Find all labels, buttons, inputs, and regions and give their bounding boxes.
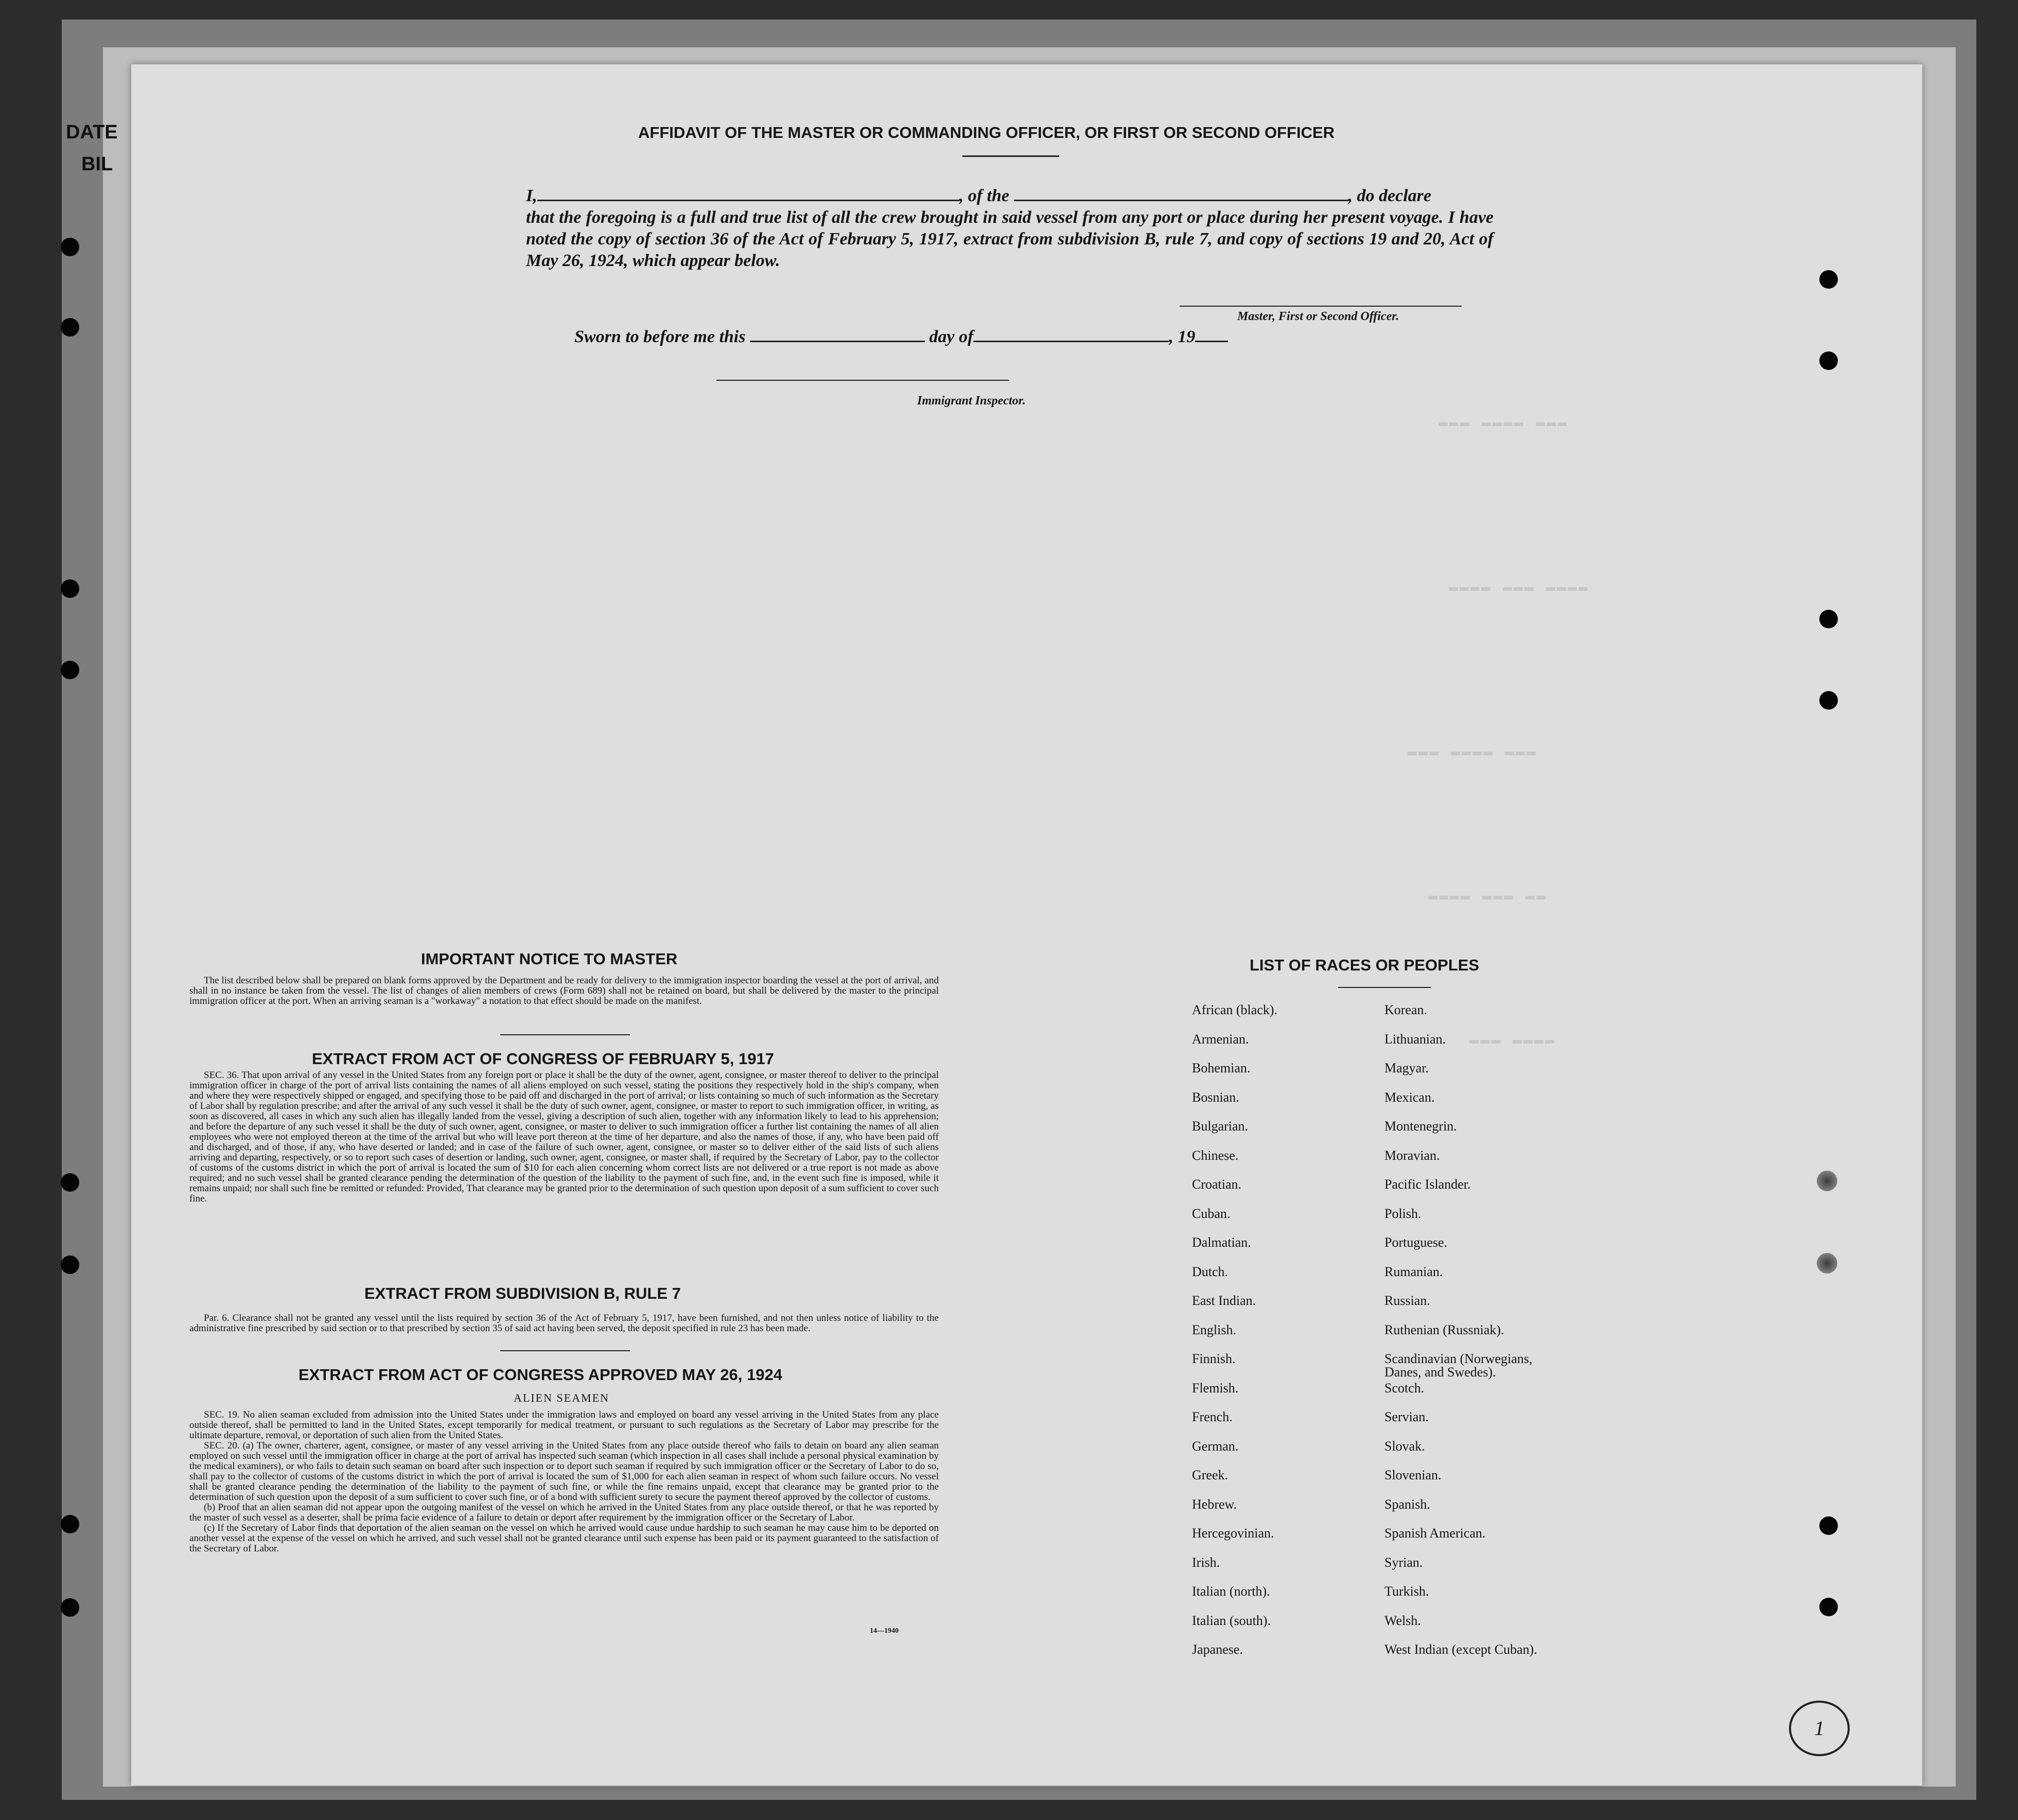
race-item: Moravian. <box>1384 1147 1440 1163</box>
race-item: English. <box>1192 1322 1236 1337</box>
punch-hole-icon <box>61 318 79 337</box>
punch-hole-icon <box>1817 1253 1837 1274</box>
punch-hole-icon <box>61 661 79 679</box>
race-item: Slovak. <box>1384 1438 1425 1454</box>
section-rule <box>500 1034 630 1035</box>
race-item: Dalmatian. <box>1192 1235 1251 1250</box>
label-sworn: Sworn to before me this <box>574 327 746 346</box>
race-item: Polish. <box>1384 1206 1422 1221</box>
punch-hole-icon <box>1819 691 1838 710</box>
punch-hole-icon <box>1819 610 1838 628</box>
sec20c-paragraph: (c) If the Secretary of Labor finds that deportation of the alien seaman on the vessel on which he arrived would cause undue hardship to such seaman he may cause him to be deported on another vessel at the expense of the vessel on which he arrived, and such vessel shall not be granted clearance until such expense has been paid or its payment guaranteed to the satisfaction of the Secretary of Labor. <box>189 1523 939 1554</box>
bleed-through-mark: ▬▬▬▬ ▬▬▬ ▬▬▬▬ <box>1449 579 1590 596</box>
race-item: Welsh. <box>1384 1613 1421 1628</box>
race-item: Finnish. <box>1192 1351 1236 1366</box>
bleed-through-mark: ▬▬▬ ▬▬▬▬ <box>1469 1032 1556 1049</box>
race-item: Irish. <box>1192 1554 1220 1570</box>
label-year: , 19 <box>1169 327 1196 346</box>
race-item: Chinese. <box>1192 1147 1239 1163</box>
sec20a-paragraph: SEC. 20. (a) The owner, charterer, agent, consignee, or master of any vessel arriving in the United States from any place outside thereof who fails to detain on board any alien seaman employed on such vessel until the immigration officer in charge at the port of arrival has inspected such seaman (which inspection in all cases shall include a personal physical examination by the medical examiners), or who fails to detain such seaman on board after such inspection or to deport such seaman if required by such immigration officer or the Secretary of Labor to do so, shall pay to the collector of customs of the customs district in which the port of arrival is located the sum of $1,000 for each alien seaman in respect of whom such failure occurs. No vessel shall be granted clearance pending the determination of the liability to the payment of such fine, or while the fine remains unpaid, except that clearance may be granted prior to the determination of such question upon the deposit of a sum sufficient to cover such fine, or of a bond with sufficient surety to secure the payment thereof approved by the collector of customs. <box>189 1440 939 1503</box>
inspector-signature-line[interactable] <box>716 380 1009 381</box>
race-item: Scotch. <box>1384 1380 1425 1395</box>
form-number: 14—1940 <box>870 1627 899 1635</box>
label-of-the: , of the <box>959 186 1010 205</box>
race-item: Hebrew. <box>1192 1496 1237 1512</box>
extract-rule7-paragraph: Par. 6. Clearance shall not be granted any vessel until the lists required by section 36 of the Act of February 5, 1917, have been furnished, and not then unless notice of liability to the administrative fine prescribed by said section or to that prescribed by section 35 of said act having been served, the deposit specified in rule 23 has been made. <box>189 1313 939 1334</box>
race-item: Ruthenian (Russniak). <box>1384 1322 1504 1337</box>
race-item: Montenegrin. <box>1384 1119 1457 1134</box>
race-item: Italian (south). <box>1192 1613 1271 1628</box>
sworn-year-field[interactable] <box>1195 341 1228 342</box>
extract-1917-text <box>189 1070 939 1204</box>
punch-hole-icon <box>1819 1598 1838 1616</box>
label-do-declare: , do declare <box>1348 186 1431 205</box>
race-item: French. <box>1192 1409 1233 1424</box>
notice-paragraph: The list described below shall be prepared on blank forms approved by the Department and be ready for delivery to the immigration inspector boarding the vessel at the port of arrival, and shall in no instance be taken from the vessel. The list of changes of alien members of crews (Form 689) shall not be retained on board, but shall be delivered by the master to the principal immigration officer at the port. When an arriving seaman is a "workaway" a notation to that effect should be made on the manifest. <box>189 975 939 1006</box>
race-item: Croatian. <box>1192 1177 1242 1192</box>
extract-1917-title: EXTRACT FROM ACT OF CONGRESS OF FEBRUARY 5, 1917 <box>312 1050 774 1068</box>
race-item: Dutch. <box>1192 1264 1229 1279</box>
race-item: Cuban. <box>1192 1206 1231 1221</box>
race-item: Scandinavian (Norwegians, Danes, and Swedes). <box>1384 1351 1533 1380</box>
race-item: Turkish. <box>1384 1584 1429 1599</box>
vessel-name-field[interactable] <box>1014 200 1348 201</box>
affidavit-statement: that the foregoing is a full and true list of all the crew brought in said vessel from any port or place during her present voyage. I have noted the copy of section 36 of the Act of February 5, 1917, extract from subdivision B, rule 7, and copy of sections 19 and 20, Act of May 26, 1924, which appear below. <box>526 208 1494 270</box>
section-rule <box>500 1350 630 1351</box>
race-item: Slovenian. <box>1384 1468 1442 1482</box>
race-item: Korean. <box>1384 1002 1428 1017</box>
race-item: Flemish. <box>1192 1380 1239 1395</box>
punch-hole-icon <box>61 579 79 598</box>
punch-hole-icon <box>1819 1516 1838 1535</box>
master-signature-line[interactable] <box>1180 306 1462 307</box>
inspector-signature-label: Immigrant Inspector. <box>917 394 1026 408</box>
notice-title: IMPORTANT NOTICE TO MASTER <box>421 950 678 968</box>
race-item: Syrian. <box>1384 1554 1423 1570</box>
side-tab-date: DATE <box>66 121 118 143</box>
extract-1924-title: EXTRACT FROM ACT OF CONGRESS APPROVED MAY 26, 1924 <box>299 1366 782 1384</box>
punch-hole-icon <box>61 1256 79 1274</box>
extract-1924-text <box>189 1410 939 1554</box>
race-item: Bosnian. <box>1192 1089 1239 1105</box>
extract-rule7-text <box>189 1313 939 1334</box>
punch-hole-icon <box>61 238 79 256</box>
affidavit-title: AFFIDAVIT OF THE MASTER OR COMMANDING OFFICER, OR FIRST OR SECOND OFFICER <box>638 123 1335 142</box>
race-item: Magyar. <box>1384 1061 1429 1075</box>
page-number <box>1789 1701 1850 1756</box>
notice-text <box>189 976 939 1006</box>
race-item: German. <box>1192 1438 1239 1454</box>
races-title: LIST OF RACES OR PEOPLES <box>1250 956 1480 974</box>
sworn-month-field[interactable] <box>973 341 1169 342</box>
race-item: African (black). <box>1192 1002 1278 1017</box>
race-item: Portuguese. <box>1384 1235 1448 1250</box>
race-item: Mexican. <box>1384 1089 1435 1105</box>
race-item: Hercegovinian. <box>1192 1526 1274 1541</box>
race-item: Russian. <box>1384 1293 1430 1308</box>
extract-rule7-title: EXTRACT FROM SUBDIVISION B, RULE 7 <box>364 1284 681 1302</box>
punch-hole-icon <box>61 1515 79 1533</box>
punch-hole-icon <box>1819 351 1838 370</box>
race-item: Bohemian. <box>1192 1061 1251 1075</box>
alien-seamen-subtitle: ALIEN SEAMEN <box>514 1391 609 1404</box>
race-item: Greek. <box>1192 1468 1229 1482</box>
label-i: I, <box>526 186 537 205</box>
master-name-field[interactable] <box>537 200 959 201</box>
master-signature-label: Master, First or Second Officer. <box>1237 310 1399 323</box>
races-rule <box>1338 987 1431 988</box>
race-item: Armenian. <box>1192 1031 1249 1047</box>
race-item: East Indian. <box>1192 1293 1256 1308</box>
race-item: Spanish. <box>1384 1496 1430 1512</box>
affidavit-declaration-line <box>526 185 1494 207</box>
page-number-text: 1 <box>1814 1717 1824 1740</box>
bleed-through-mark: ▬▬▬ ▬▬▬▬ ▬▬▬ <box>1408 744 1538 761</box>
race-item: Italian (north). <box>1192 1584 1270 1599</box>
race-item: Lithuanian. <box>1384 1031 1446 1047</box>
race-item: Spanish American. <box>1384 1526 1486 1541</box>
sworn-line <box>574 326 1295 348</box>
bleed-through-mark: ▬▬▬▬ ▬▬▬ ▬▬ <box>1428 888 1548 905</box>
race-item: Japanese. <box>1192 1642 1243 1657</box>
punch-hole-icon <box>61 1598 79 1617</box>
side-tab-bil: BIL <box>81 153 113 175</box>
sec19-paragraph: SEC. 19. No alien seaman excluded from admission into the United States under the immigration laws and employed on board any vessel arriving in the United States from any place outside thereof, shall be permitted to land in the United States, except temporarily for medical treatment, or pursuant to such regulations as the Secretary of Labor may prescribe for the ultimate departure, removal, or deportation of such alien from the United States. <box>189 1409 939 1441</box>
sworn-day-field[interactable] <box>750 341 925 342</box>
bleed-through-mark: ▬▬▬ ▬▬▬▬ ▬▬▬ <box>1438 414 1569 432</box>
race-item: Servian. <box>1384 1409 1429 1424</box>
race-item: Bulgarian. <box>1192 1119 1249 1134</box>
punch-hole-icon <box>61 1173 79 1192</box>
race-item: West Indian (except Cuban). <box>1384 1642 1537 1657</box>
punch-hole-icon <box>1819 270 1838 289</box>
race-item: Rumanian. <box>1384 1264 1443 1279</box>
extract-1917-paragraph: SEC. 36. That upon arrival of any vessel in the United States from any foreign port or place it shall be the duty of the owner, agent, consignee, or master thereof to deliver to the principal immigration officer in charge of the port of arrival lists containing the names of all aliens employed on such vessel, stating the positions they respectively hold in the ship's company, when and where they were respectively shipped or engaged, and specifying those to be paid off and discharged in the port of arrival; or lists containing so much of such information as the Secretary of Labor shall by regulation prescribe; and after the arrival of any such vessel it shall be the duty of such owner, agent, consignee, or master to report to such immigration officer, in writing, as soon as discovered, all cases in which any such alien has illegally landed from the vessel, giving a description of such alien, together with any information likely to lead to his apprehension; and before the departure of any such vessel it shall be the duty of such owner, agent, consignee, or master to deliver to such immigration officer a further list containing the names of all alien employees who were not employed thereon at the time of the arrival but who will leave port thereon at the time of her departure, and also the names of those, if any, who have been paid off and discharged, and of those, if any, who have deserted or landed; and in case of the failure of such owner, agent, consignee, or master so to deliver either of the said lists of such aliens arriving and departing, respectively, or so to report such cases of desertion or landing, such owner, agent, consignee, or master shall, if required by the Secretary of Labor, pay to the collector of customs of the customs district in which the port of arrival is located the sum of $10 for each alien concerning whom correct lists are not delivered or a true report is not made as above required; and no such vessel shall be granted clearance pending the determination of the question of the liability to the payment of such fine, and, in the event such fine is imposed, while it remains unpaid; nor shall such fine be remitted or refunded: Provided, That clearance may be granted prior to the determination of such question upon deposit of a sum sufficient to cover such fine. <box>189 1070 939 1204</box>
sec20b-paragraph: (b) Proof that an alien seaman did not appear upon the outgoing manifest of the vessel on which he arrived in the United States from any place outside thereof, or that he was reported by the master of such vessel as a deserter, shall be prima facie evidence of a failure to detain or deport after requirement by the immigration officer or the Secretary of Labor. <box>189 1502 939 1523</box>
race-item: Pacific Islander. <box>1384 1177 1471 1192</box>
label-day-of: day of <box>929 327 974 346</box>
title-rule <box>962 155 1059 157</box>
punch-hole-icon <box>1817 1171 1837 1191</box>
affidavit-body <box>526 185 1494 272</box>
